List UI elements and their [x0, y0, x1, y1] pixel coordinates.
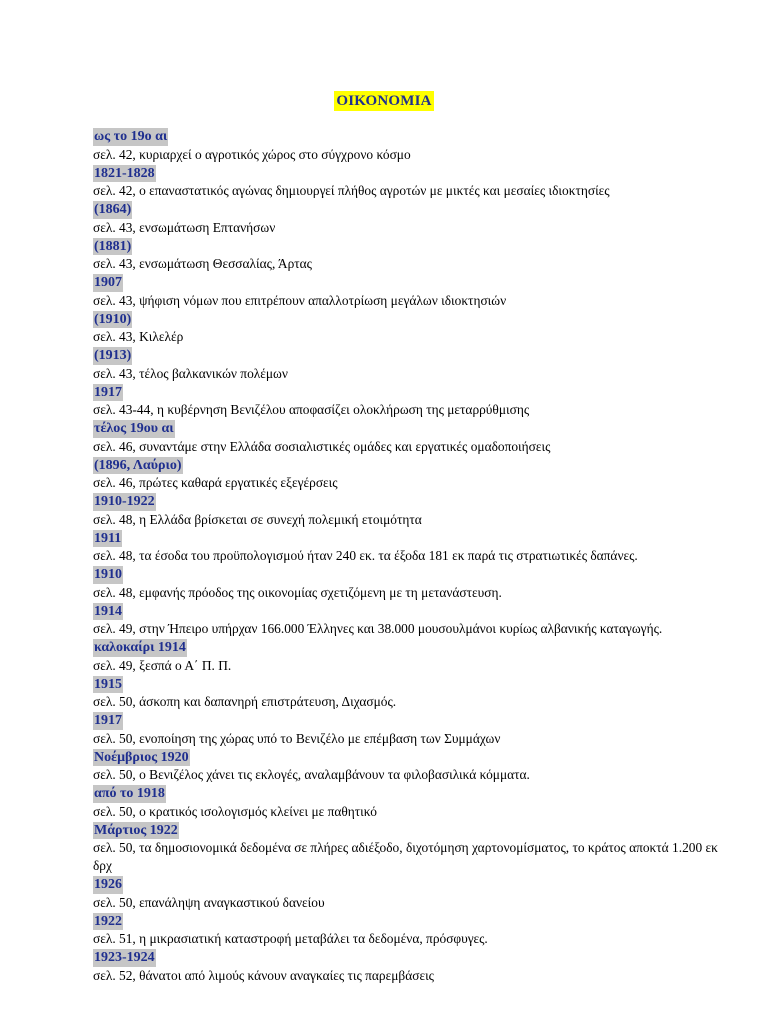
entry-text: σελ. 43, ενσωμάτωση Επτανήσων [93, 219, 276, 235]
timeline-entry [93, 821, 723, 876]
timeline-entry [93, 310, 723, 347]
entry-date: 1923-1924 [94, 950, 155, 965]
entry-date: 1917 [94, 384, 122, 400]
title-wrapper [0, 91, 768, 111]
timeline-entry [93, 948, 723, 985]
entry-date: Μάρτιος 1922 [94, 822, 178, 838]
entry-text: σελ. 43, τέλος βαλκανικών πολέμων [93, 365, 288, 381]
entry-text: σελ. 43, ενσωμάτωση Θεσσαλίας, Άρτας [93, 256, 312, 271]
entry-text: σελ. 42, κυριαρχεί ο αγροτικός χώρος στο σύγχρονο κόσμο [93, 146, 411, 162]
entry-date: (1896, Λαύριο) [94, 457, 182, 473]
entry-date: (1864) [94, 202, 132, 217]
entry-text: σελ. 50, ενοποίηση της χώρας υπό το Βενιζέλο με επέμβαση των Συμμάχων [93, 730, 501, 746]
entry-text: σελ. 43-44, η κυβέρνηση Βενιζέλου αποφασίζει ολοκλήρωση της μεταρρύθμισης [93, 402, 530, 417]
entry-date: τέλος 19ου αι [94, 421, 174, 436]
entry-date: 1922 [94, 913, 122, 929]
timeline-entry [93, 383, 723, 420]
entry-text: σελ. 50, άσκοπη και δαπανηρή επιστράτευση, Διχασμός. [93, 694, 397, 709]
timeline-entry [93, 273, 723, 310]
entry-date: 1915 [94, 676, 122, 692]
entry-date: (1881) [94, 238, 132, 254]
entry-date: ως το 19ο αι [94, 129, 168, 144]
entry-date: 1926 [94, 877, 122, 892]
timeline-entry [93, 127, 723, 164]
timeline-entry [93, 164, 723, 201]
timeline-entry [93, 200, 723, 237]
timeline-entry [93, 346, 723, 383]
entry-text: σελ. 48, η Ελλάδα βρίσκεται σε συνεχή πολεμική ετοιμότητα [93, 511, 422, 527]
entry-text: σελ. 46, πρώτες καθαρά εργατικές εξεγέρσεις [93, 475, 338, 490]
timeline-entry [93, 875, 723, 912]
entry-text: σελ. 49, στην Ήπειρο υπήρχαν 166.000 Έλληνες και 38.000 μουσουλμάνοι κυρίως αλβανικής καταγωγής. [93, 621, 663, 636]
entry-text: σελ. 43, Κιλελέρ [93, 329, 184, 344]
entry-text: σελ. 50, τα δημοσιονομικά δεδομένα σε πλήρες αδιέξοδο, διχοτόμηση χαρτονομίσματος, το κράτος αποκτά 1.200 εκ δρχ [93, 840, 718, 873]
entry-text: σελ. 49, ξεσπά ο Α΄ Π. Π. [93, 657, 232, 673]
timeline-list [93, 127, 723, 985]
page-title: ΟΙΚΟΝΟΜΙΑ [336, 93, 432, 109]
entry-date: 1821-1828 [94, 165, 155, 181]
entry-date: (1910) [94, 311, 132, 327]
entry-date: 1917 [94, 713, 122, 728]
timeline-entry [93, 711, 723, 748]
entry-text: σελ. 50, ο κρατικός ισολογισμός κλείνει με παθητικό [93, 803, 377, 819]
entry-date: 1910-1922 [94, 494, 155, 509]
entry-date: (1913) [94, 348, 132, 363]
entry-date: 1910 [94, 567, 122, 582]
entry-text: σελ. 46, συναντάμε στην Ελλάδα σοσιαλιστικές ομάδες και εργατικές ομαδοποιήσεις [93, 438, 551, 454]
entry-date: 1911 [94, 530, 122, 546]
entry-text: σελ. 52, θάνατοι από λιμούς κάνουν αναγκαίες τις παρεμβάσεις [93, 967, 434, 983]
entry-text: σελ. 48, εμφανής πρόοδος της οικονομίας σχετιζόμενη με τη μετανάστευση. [93, 584, 502, 600]
entry-text: σελ. 43, ψήφιση νόμων που επιτρέπουν απαλλοτρίωση μεγάλων ιδιοκτησιών [93, 292, 507, 308]
timeline-entry [93, 748, 723, 785]
entry-date: από το 1918 [94, 786, 165, 801]
entry-text: σελ. 50, ο Βενιζέλος χάνει τις εκλογές, αναλαμβάνουν τα φιλοβασιλικά κόμματα. [93, 767, 530, 782]
timeline-entry [93, 565, 723, 602]
entry-date: Νοέμβριος 1920 [94, 749, 189, 765]
entry-text: σελ. 51, η μικρασιατική καταστροφή μεταβάλει τα δεδομένα, πρόσφυγες. [93, 931, 488, 946]
timeline-entry [93, 492, 723, 529]
timeline-entry [93, 784, 723, 821]
entry-text: σελ. 50, επανάληψη αναγκαστικού δανείου [93, 894, 325, 910]
entry-text: σελ. 48, τα έσοδα του προϋπολογισμού ήταν 240 εκ. τα έξοδα 181 εκ παρά τις στρατιωτικές δαπάνες. [93, 548, 638, 563]
entry-date: καλοκαίρι 1914 [94, 640, 186, 655]
timeline-entry [93, 912, 723, 949]
timeline-entry [93, 602, 723, 639]
timeline-entry [93, 419, 723, 456]
entry-date: 1907 [94, 275, 122, 290]
entry-text: σελ. 42, ο επαναστατικός αγώνας δημιουργεί πλήθος αγροτών με μικτές και μεσαίες ιδιοκτησίες [93, 183, 610, 198]
entry-date: 1914 [94, 603, 122, 619]
timeline-entry [93, 638, 723, 675]
timeline-entry [93, 456, 723, 493]
timeline-entry [93, 237, 723, 274]
timeline-entry [93, 675, 723, 712]
timeline-entry [93, 529, 723, 566]
